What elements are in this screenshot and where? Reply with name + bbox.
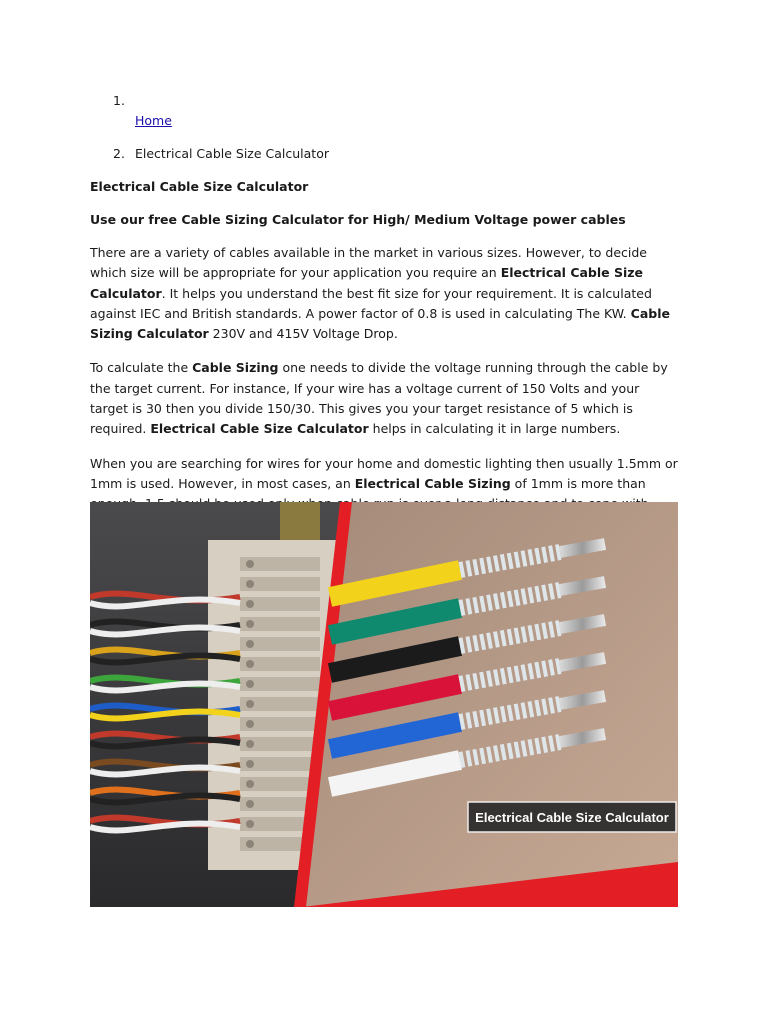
cable-illustration	[90, 502, 678, 907]
bold-text: Cable Sizing Calculator	[90, 305, 670, 342]
text: When you are searching for wires for your home and domestic lighting then usually 1.5mm or 1mm is used. However, in most cases, an	[90, 455, 678, 491]
text: 230V and 415V Voltage Drop.	[208, 326, 398, 342]
list-number: 2.	[113, 146, 125, 161]
bare-strands	[560, 620, 605, 628]
screw	[246, 700, 254, 708]
screw	[246, 640, 254, 648]
bold-text: Electrical Cable Size Calculator	[90, 265, 644, 301]
text: helps in calculating it in large numbers.	[368, 421, 621, 437]
screw	[246, 620, 254, 628]
page-title: Electrical Cable Size Calculator	[90, 179, 309, 194]
breadcrumb-item-home	[90, 92, 680, 136]
text: There are a variety of cables available in the market in various sizes. However, to decide which size will be appropriate for your application you require an	[90, 245, 647, 281]
image-caption: Electrical Cable Size Calculator	[475, 810, 669, 825]
paragraph-2	[90, 358, 680, 439]
text: one needs to divide the voltage running through the cable by the target current. For instance, If your wire has a voltage current of 150 Volts and your target is 30 then you divide 150/30. This gives you your target resistance of 5 which is required.	[90, 360, 668, 437]
bare-strands	[560, 658, 605, 666]
screw	[246, 740, 254, 748]
bold-text: Cable Sizing	[192, 360, 279, 376]
list-number: 1.	[113, 93, 125, 108]
screw	[246, 760, 254, 768]
text: . It helps you understand the best fit size for your requirement. It is calculated against IEC and British standards. A power factor of 0.8 is used in calculating The KW.	[90, 285, 652, 321]
screw	[246, 560, 254, 568]
screw	[246, 780, 254, 788]
bare-strands	[560, 544, 605, 552]
breadcrumb	[90, 92, 680, 163]
bold-text: Electrical Cable Size Calculator	[150, 421, 369, 437]
screw	[246, 840, 254, 848]
page-subtitle: Use our free Cable Sizing Calculator for High/ Medium Voltage power cables	[90, 212, 626, 227]
bold-text: Electrical Cable Sizing	[354, 475, 511, 491]
bare-strands	[560, 582, 605, 590]
breadcrumb-item-current	[90, 145, 680, 163]
home-link[interactable]: Home	[135, 113, 172, 128]
bare-strands	[560, 734, 605, 742]
text: To calculate the	[90, 360, 193, 376]
document-body	[90, 92, 680, 535]
paragraph-1	[90, 243, 680, 344]
screw	[246, 820, 254, 828]
text: of 1mm is more than	[514, 475, 646, 491]
caption-box	[468, 802, 676, 832]
cable-photo	[90, 502, 678, 907]
bare-strands	[560, 696, 605, 704]
screw	[246, 600, 254, 608]
screw	[246, 660, 254, 668]
screw	[246, 680, 254, 688]
screw	[246, 720, 254, 728]
breadcrumb-current-label: Electrical Cable Size Calculator	[135, 146, 329, 161]
screw	[246, 580, 254, 588]
screw	[246, 800, 254, 808]
